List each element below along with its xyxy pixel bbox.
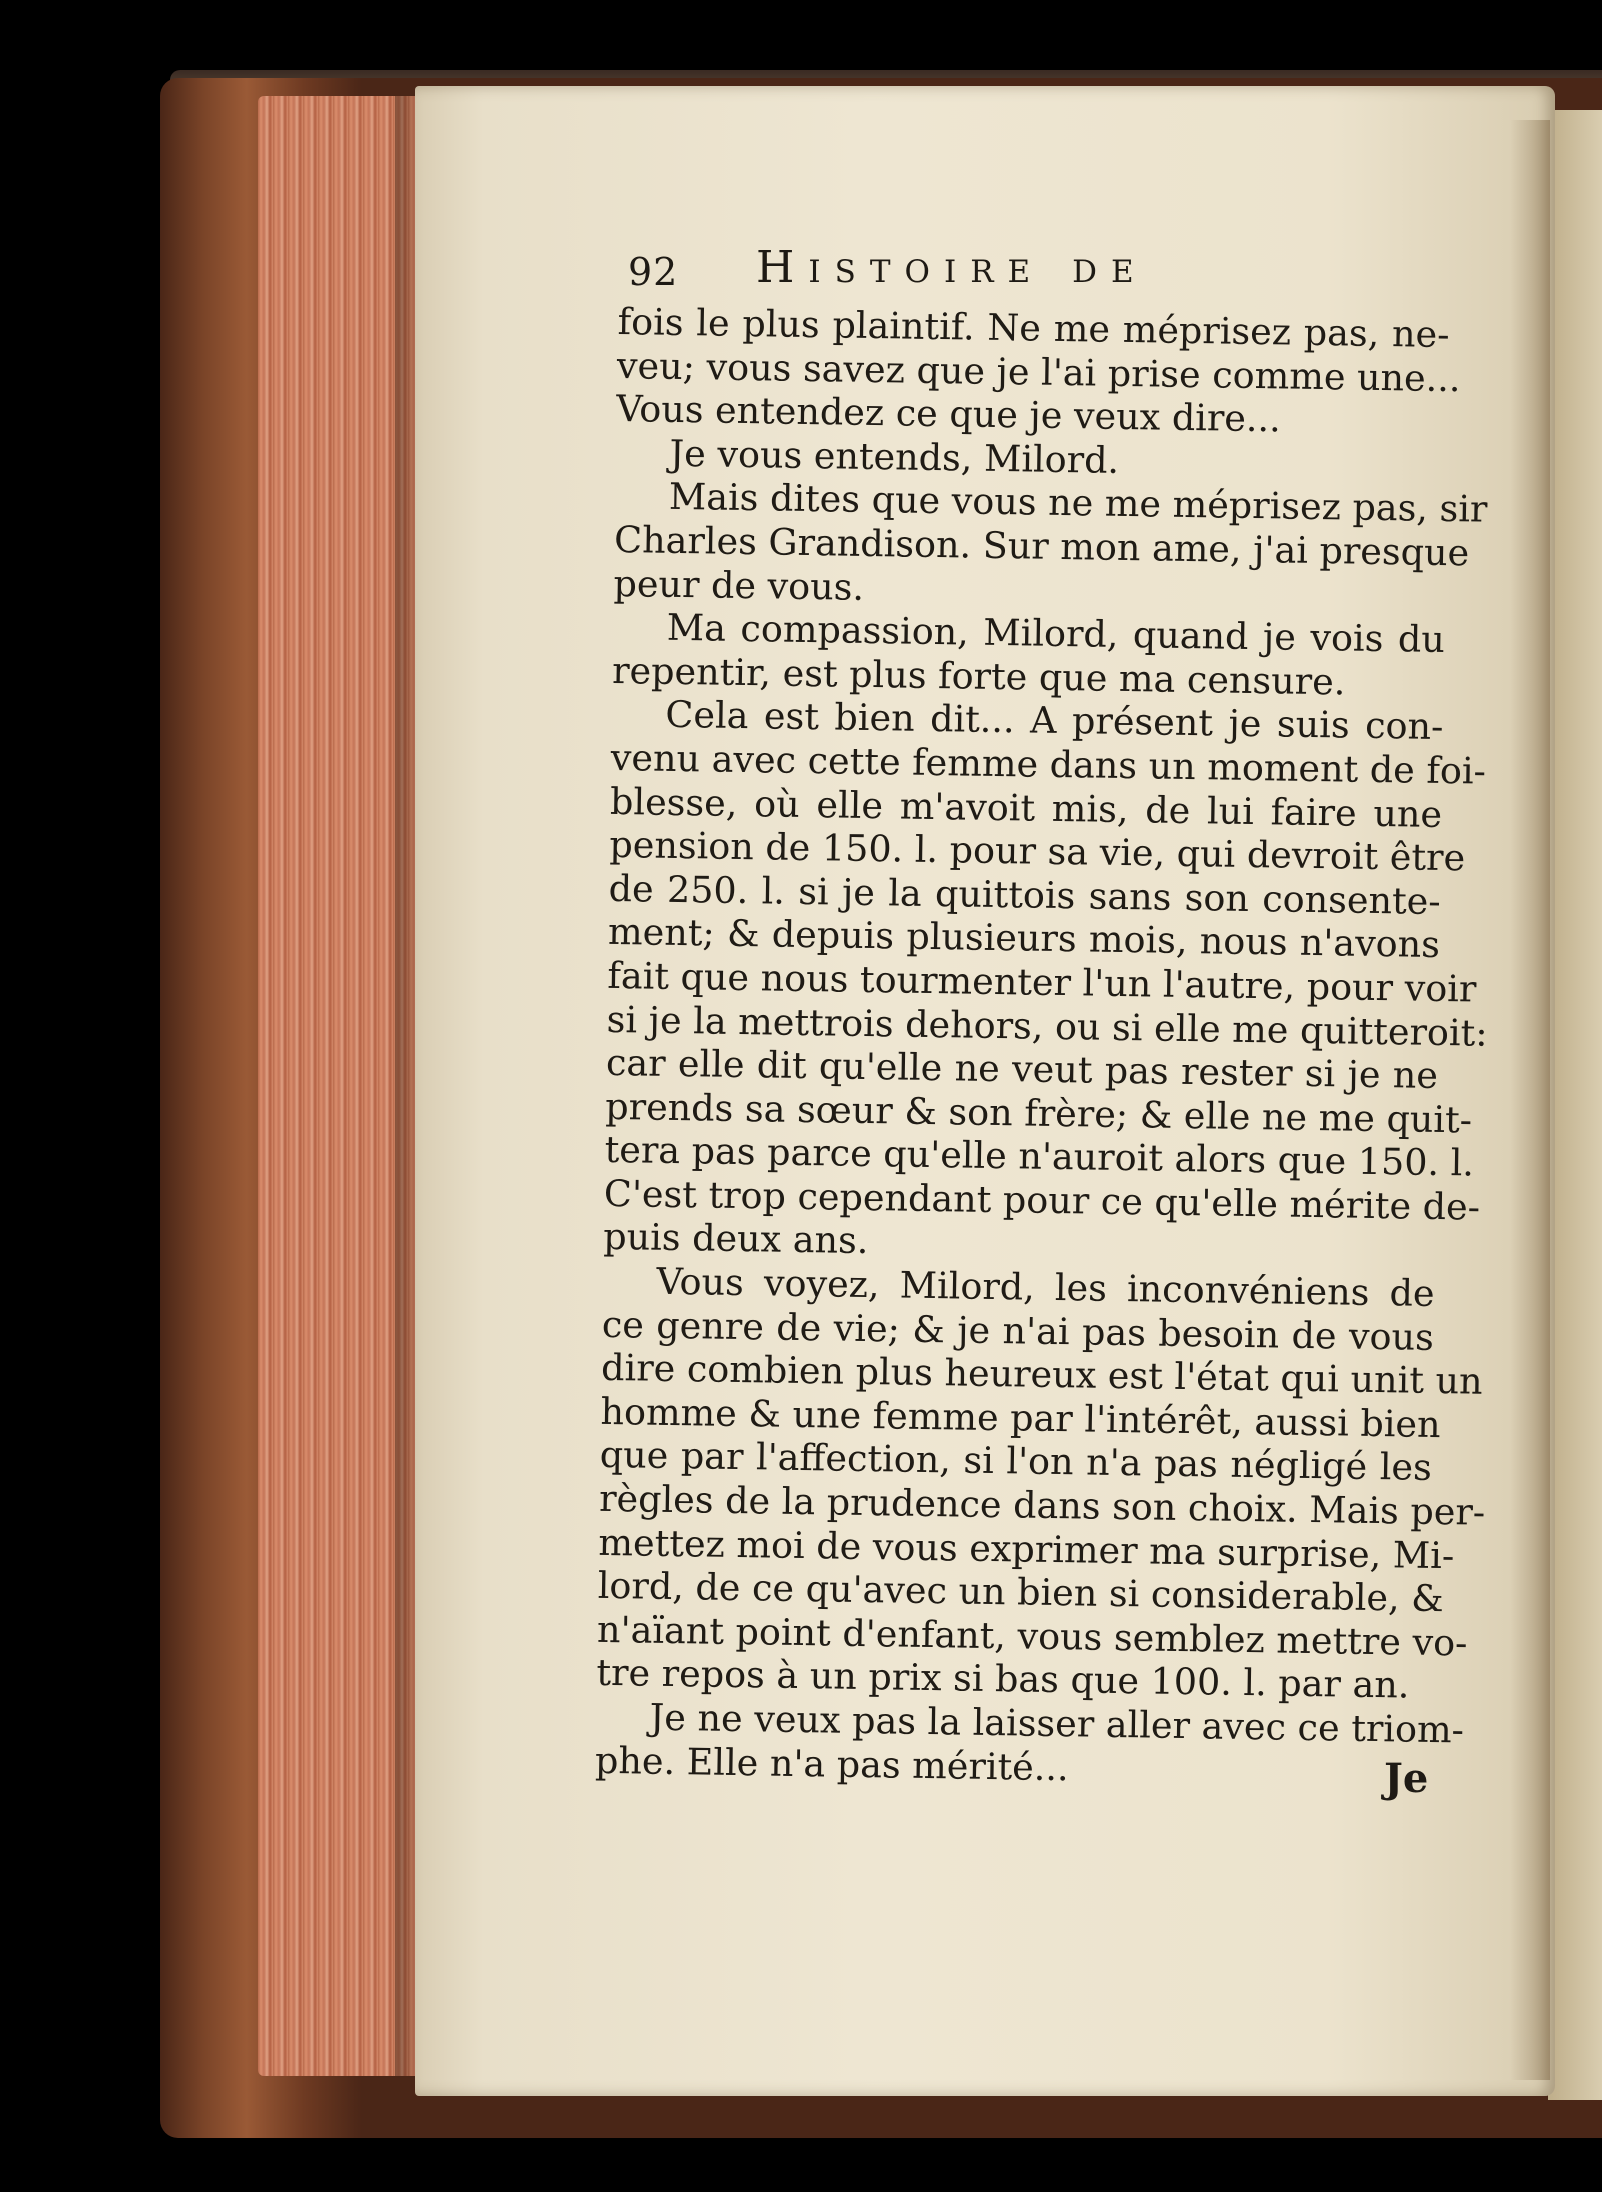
text-line: mettez moi de vous exprimer ma surprise, Mi- bbox=[598, 1520, 1455, 1577]
text-line: dire combien plus heureux est l'état qui unit un bbox=[600, 1346, 1483, 1403]
text-line: Ma compassion, Milord, quand je vois du bbox=[666, 605, 1446, 662]
text-line: tre repos à un prix si bas que 100. l. par an. bbox=[596, 1651, 1410, 1708]
text-line: de 250. l. si je la quittois sans son consente- bbox=[608, 866, 1441, 923]
text-line: Charles Grandison. Sur mon ame, j'ai presque bbox=[613, 517, 1470, 575]
page-header bbox=[628, 242, 1288, 302]
running-title: Histoire de bbox=[756, 242, 1148, 293]
body-text bbox=[594, 300, 1488, 1795]
text-line: Mais dites que vous ne me méprisez pas, sir bbox=[668, 475, 1488, 532]
text-line: homme & une femme par l'intérêt, aussi bien bbox=[600, 1389, 1441, 1446]
text-line: si je la mettrois dehors, ou si elle me quitteroit: bbox=[606, 997, 1488, 1055]
page-number: 92 bbox=[628, 250, 679, 294]
text-line: venu avec cette femme dans un moment de foi- bbox=[610, 735, 1487, 793]
text-line: n'aïant point d'enfant, vous semblez mettre vo- bbox=[596, 1607, 1468, 1665]
facing-page bbox=[1548, 110, 1602, 2100]
text-line: pension de 150. l. pour sa vie, qui devroit être bbox=[609, 823, 1466, 880]
text-line: ment; & depuis plusieurs mois, nous n'avons bbox=[607, 910, 1441, 967]
text-line: car elle dit qu'elle ne veut pas rester si je ne bbox=[605, 1041, 1439, 1098]
text-line: puis deux ans. bbox=[602, 1215, 869, 1263]
catchword: Je bbox=[1384, 1755, 1429, 1802]
text-line: Vous voyez, Milord, les inconvéniens de bbox=[656, 1259, 1435, 1316]
text-line: fois le plus plaintif. Ne me méprisez pas, ne- bbox=[617, 300, 1450, 357]
text-line: fait que nous tourmenter l'un l'autre, pour voir bbox=[607, 953, 1477, 1011]
text-line: tera pas parce qu'elle n'auroit alors que 150. l. bbox=[604, 1128, 1475, 1185]
text-line: repentir, est plus forte que ma censure. bbox=[611, 648, 1346, 704]
text-line: Cela est bien dit... A présent je suis con- bbox=[665, 693, 1444, 749]
text-line: phe. Elle n'a pas mérité... bbox=[594, 1738, 1070, 1789]
text-line: C'est trop cependant pour ce qu'elle mérite de- bbox=[603, 1171, 1481, 1229]
text-line: Je ne veux pas la laisser aller avec ce triom- bbox=[649, 1695, 1465, 1752]
text-line: blesse, où elle m'avoit mis, de lui faire une bbox=[609, 779, 1443, 836]
text-line: Je vous entends, Milord. bbox=[669, 431, 1120, 482]
text-line: prends sa sœur & son frère; & elle ne me quit- bbox=[604, 1084, 1473, 1142]
text-line: Vous entendez ce que je veux dire... bbox=[615, 387, 1282, 441]
text-line: lord, de ce qu'avec un bien si considerable, & bbox=[597, 1564, 1445, 1621]
text-line: ce genre de vie; & je n'ai pas besoin de vous bbox=[601, 1302, 1435, 1359]
text-line: veu; vous savez que je l'ai prise comme une... bbox=[616, 343, 1461, 400]
page-edges bbox=[258, 96, 418, 2076]
text-line: règles de la prudence dans son choix. Mais per- bbox=[598, 1476, 1486, 1534]
text-line: que par l'affection, si l'on n'a pas négligé les bbox=[599, 1433, 1433, 1490]
gutter-shadow bbox=[1510, 120, 1550, 2080]
text-line: peur de vous. bbox=[613, 561, 865, 609]
